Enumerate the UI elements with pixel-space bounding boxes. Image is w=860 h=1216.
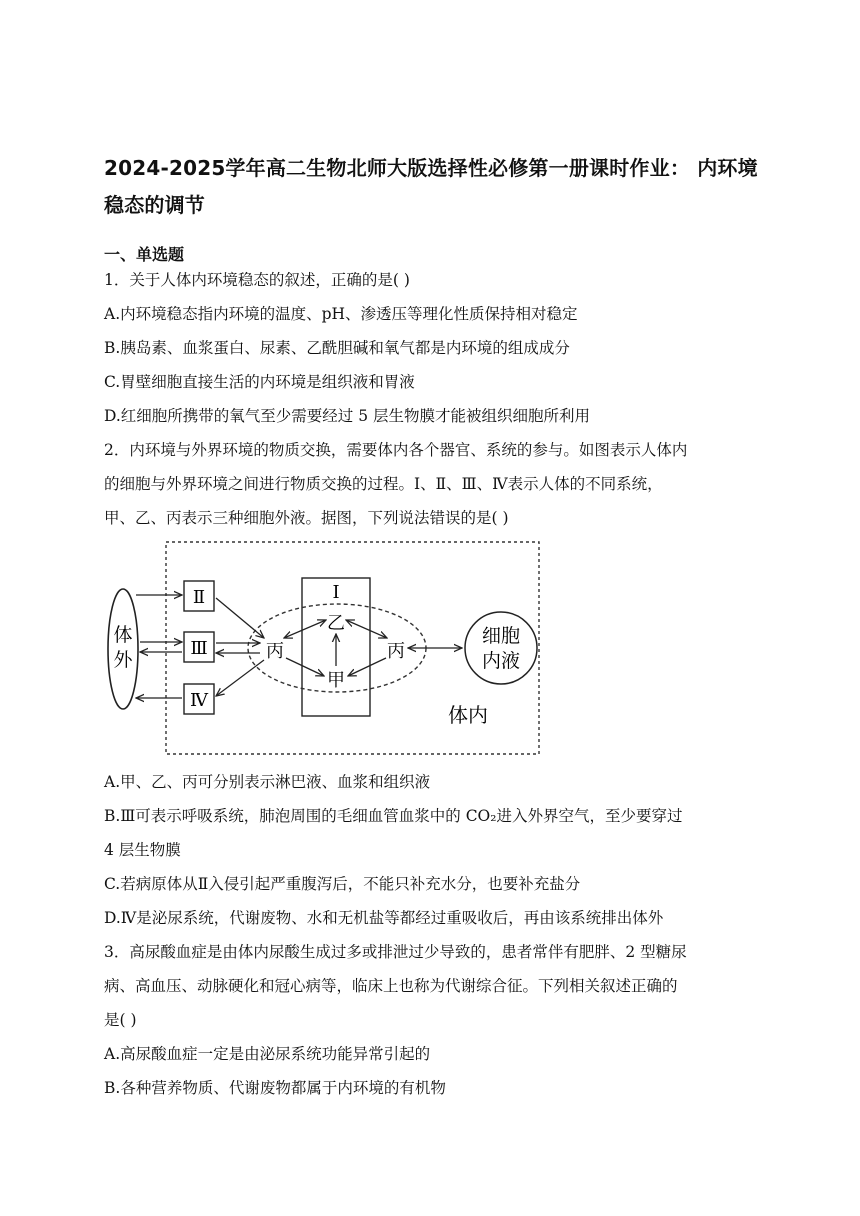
inside-body-label: 体内 <box>448 703 488 727</box>
arrow-bing-to-jia <box>286 658 324 676</box>
arrow-bing-yi-right <box>346 620 387 638</box>
arrow-bing-yi-left <box>284 620 326 638</box>
fluid-bing-left-label: 丙 <box>266 641 284 662</box>
q1-stem: 1．关于人体内环境稳态的叙述，正确的是( ) <box>104 271 410 289</box>
q3-stem-line-3: 是( ) <box>104 1011 137 1029</box>
fluid-jia-label: 甲 <box>327 670 345 691</box>
outside-label-2: 外 <box>113 649 133 671</box>
q2-stem-line-1: 2．内环境与外界环境的物质交换，需要体内各个器官、系统的参与。如图表示人体内 <box>104 441 688 459</box>
q3-option-b: B.各种营养物质、代谢废物都属于内环境的有机物 <box>104 1079 446 1097</box>
q3-stem-line-1: 3．高尿酸血症是由体内尿酸生成过多或排泄过少导致的，患者常伴有肥胖、2 型糖尿 <box>104 943 687 961</box>
fluid-bing-right-label: 丙 <box>387 641 405 662</box>
q2-option-a: A.甲、乙、丙可分别表示淋巴液、血浆和组织液 <box>104 773 431 791</box>
intracellular-fluid-circle <box>465 612 537 684</box>
document-title: 2024-2025学年高二生物北师大版选择性必修第一册课时作业： 内环境稳态的调节 <box>104 156 758 217</box>
q3-stem-line-2: 病、高血压、动脉硬化和冠心病等，临床上也称为代谢综合征。下列相关叙述正确的 <box>104 977 678 995</box>
q2-stem-line-2: 的细胞与外界环境之间进行物质交换的过程。Ⅰ、Ⅱ、Ⅲ、Ⅳ表示人体的不同系统， <box>104 475 663 493</box>
system-iv-label: Ⅳ <box>190 690 208 711</box>
section-heading: 一、单选题 <box>104 245 185 264</box>
system-i-label: Ⅰ <box>332 582 340 603</box>
system-iii-label: Ⅲ <box>190 638 208 659</box>
q2-option-c: C.若病原体从Ⅱ入侵引起严重腹泻后，不能只补充水分，也要补充盐分 <box>104 875 581 893</box>
q1-option-b: B.胰岛素、血浆蛋白、尿素、乙酰胆碱和氧气都是内环境的组成成分 <box>104 339 570 357</box>
q1-option-d: D.红细胞所携带的氧气至少需要经过 5 层生物膜才能被组织细胞所利用 <box>104 407 591 425</box>
q2-option-b-line-1: B.Ⅲ可表示呼吸系统，肺泡周围的毛细血管血浆中的 CO₂进入外界空气，至少要穿过 <box>104 807 683 825</box>
arrow-bing-to-jia-right <box>348 658 386 676</box>
arrow-bing-to-iv <box>216 660 264 696</box>
q2-option-d: D.Ⅳ是泌尿系统，代谢废物、水和无机盐等都经过重吸收后，再由该系统排出体外 <box>104 909 664 927</box>
system-ii-label: Ⅱ <box>192 587 206 608</box>
q3-option-a: A.高尿酸血症一定是由泌尿系统功能异常引起的 <box>104 1045 431 1063</box>
arrow-ii-to-bing <box>216 598 264 638</box>
exchange-diagram <box>104 536 544 758</box>
q1-option-c: C.胃壁细胞直接生活的内环境是组织液和胃液 <box>104 373 415 391</box>
cell-label-2: 内液 <box>481 650 521 672</box>
q1-option-a: A.内环境稳态指内环境的温度、pH、渗透压等理化性质保持相对稳定 <box>104 305 578 323</box>
q2-stem-line-3: 甲、乙、丙表示三种细胞外液。据图，下列说法错误的是( ) <box>104 509 509 527</box>
fluid-yi-label: 乙 <box>327 613 345 634</box>
cell-label-1: 细胞 <box>481 625 521 647</box>
outside-label-1: 体 <box>113 624 133 646</box>
q2-option-b-line-2: 4 层生物膜 <box>104 841 181 859</box>
